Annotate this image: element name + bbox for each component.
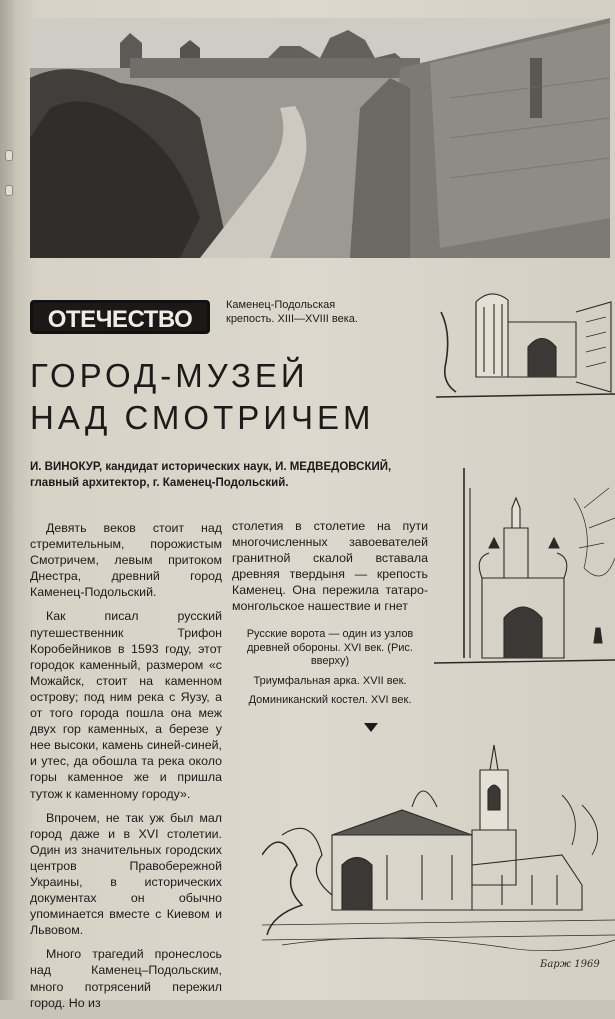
article-paragraph: Девять веков стоит над стремительным, порожистым Смотричем, левым притоком Днестра, древний город Каменец-Подольский. xyxy=(30,521,222,600)
article-headline xyxy=(30,355,430,439)
headline-line-2: НАД СМОТРИЧЕМ xyxy=(30,399,375,436)
arrow-down-icon xyxy=(364,723,378,732)
photo-caption: Каменец-Подольская крепость. XIII—XVIII века. xyxy=(226,299,358,325)
russian-gate-sketch xyxy=(436,282,615,402)
dominican-church-sketch xyxy=(262,735,615,975)
article-paragraph: столетия в столетие на пути многочисленных завоевателей гранитной скалой вставала древняя твердыня — крепость Каменец. Она пережила татаро-монгольское нашествие и гнет xyxy=(232,519,428,614)
article-byline: И. ВИНОКУР, кандидат исторических наук, И. МЕДВЕДОВСКИЙ, главный архитектор, г. Каменец-Подольский. xyxy=(30,461,392,489)
article-column-left xyxy=(30,520,222,1019)
caption-triumphal-arch: Триумфальная арка. XVII век. xyxy=(253,674,407,687)
headline-line-1: ГОРОД-МУЗЕЙ xyxy=(30,357,309,394)
caption-russian-gate: Русские ворота — один из узлов древней обороны. XVI век. (Рис. вверху) xyxy=(246,628,414,667)
article-paragraph: Много трагедий пронеслось над Каменец–Подольским, много потрясений пережил город. Но из xyxy=(30,947,222,1010)
punch-hole xyxy=(5,150,13,161)
artist-signature: Барж 1969 xyxy=(540,959,600,970)
triumphal-arch-sketch xyxy=(434,468,615,678)
article-column-right xyxy=(232,518,428,615)
illustration-captions xyxy=(232,628,428,714)
caption-dominican-church: Доминиканский костел. XVI век. xyxy=(248,694,412,706)
article-paragraph: Впрочем, не так уж был мал город даже и в XVI столетии. Один из значительных городских центров Правобережной Украины, в исторических документах он обычно упоминается вместе с Киевом и Львовом. xyxy=(30,810,222,938)
section-label: ОТЕЧЕСТВО xyxy=(30,300,210,334)
punch-hole xyxy=(5,185,13,196)
fortress-photo xyxy=(30,18,610,258)
article-paragraph: Как писал русский путешественник Трифон Коробейников в 1593 году, этот городок каменный, размером «с Можайск, стоит на каменном острову; под ним река с Яузу, а от того города пошла она меж двух гор каменных, а березе у нее высоки, камень синей-синей, и утес, да обошла та река около горы каменное же и пришла тутож к каменному городу». xyxy=(30,609,222,801)
